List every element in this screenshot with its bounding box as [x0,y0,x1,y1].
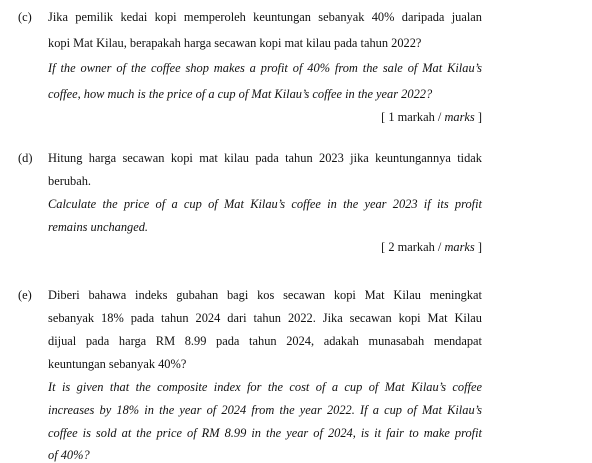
malay-text-line: dijual pada harga RM 8.99 pada tahun 2024, adakah munasabah mendapat [48,334,482,348]
malay-text-line: keuntungan sebanyak 40%? [48,357,187,371]
question-label: (d) [18,151,33,165]
marks-english: marks [444,110,475,124]
marks-suffix: ] [474,240,482,254]
english-text-line: coffee is sold at the price of RM 8.99 in the year of 2024, is it fair to make profit [48,426,482,440]
malay-text-line: sebanyak 18% pada tahun 2024 dari tahun 2022. Jika secawan kopi Mat Kilau [48,311,482,325]
malay-text-line: Diberi bahawa indeks gubahan bagi kos secawan kopi Mat Kilau meningkat [48,288,482,302]
english-text-line: If the owner of the coffee shop makes a profit of 40% from the sale of Mat Kilau’s [48,61,482,75]
marks-suffix: ] [474,110,482,124]
marks-prefix: [ 1 markah / [381,110,445,124]
marks-allocation [381,240,482,255]
english-text-line: It is given that the composite index for the cost of a cup of Mat Kilau’s coffee [48,380,482,394]
english-text-line: of 40%? [48,448,90,462]
marks-prefix: [ 2 markah / [381,240,445,254]
english-text-line: remains unchanged. [48,220,149,234]
malay-text-line: kopi Mat Kilau, berapakah harga secawan kopi mat kilau pada tahun 2022? [48,36,422,50]
malay-text-line: Jika pemilik kedai kopi memperoleh keuntungan sebanyak 40% daripada jualan [48,10,482,24]
malay-text-line: berubah. [48,174,92,188]
english-text-line: coffee, how much is the price of a cup of Mat Kilau’s coffee in the year 2022? [48,87,433,101]
english-text-line: Calculate the price of a cup of Mat Kilau’s coffee in the year 2023 if its profit [48,197,482,211]
malay-text-line: Hitung harga secawan kopi mat kilau pada tahun 2023 jika keuntungannya tidak [48,151,482,165]
question-label: (c) [18,10,32,24]
question-label: (e) [18,288,32,302]
marks-allocation [381,110,482,125]
english-text-line: increases by 18% in the year of 2024 from the year 2022. If a cup of Mat Kilau’s [48,403,482,417]
marks-english: marks [444,240,475,254]
